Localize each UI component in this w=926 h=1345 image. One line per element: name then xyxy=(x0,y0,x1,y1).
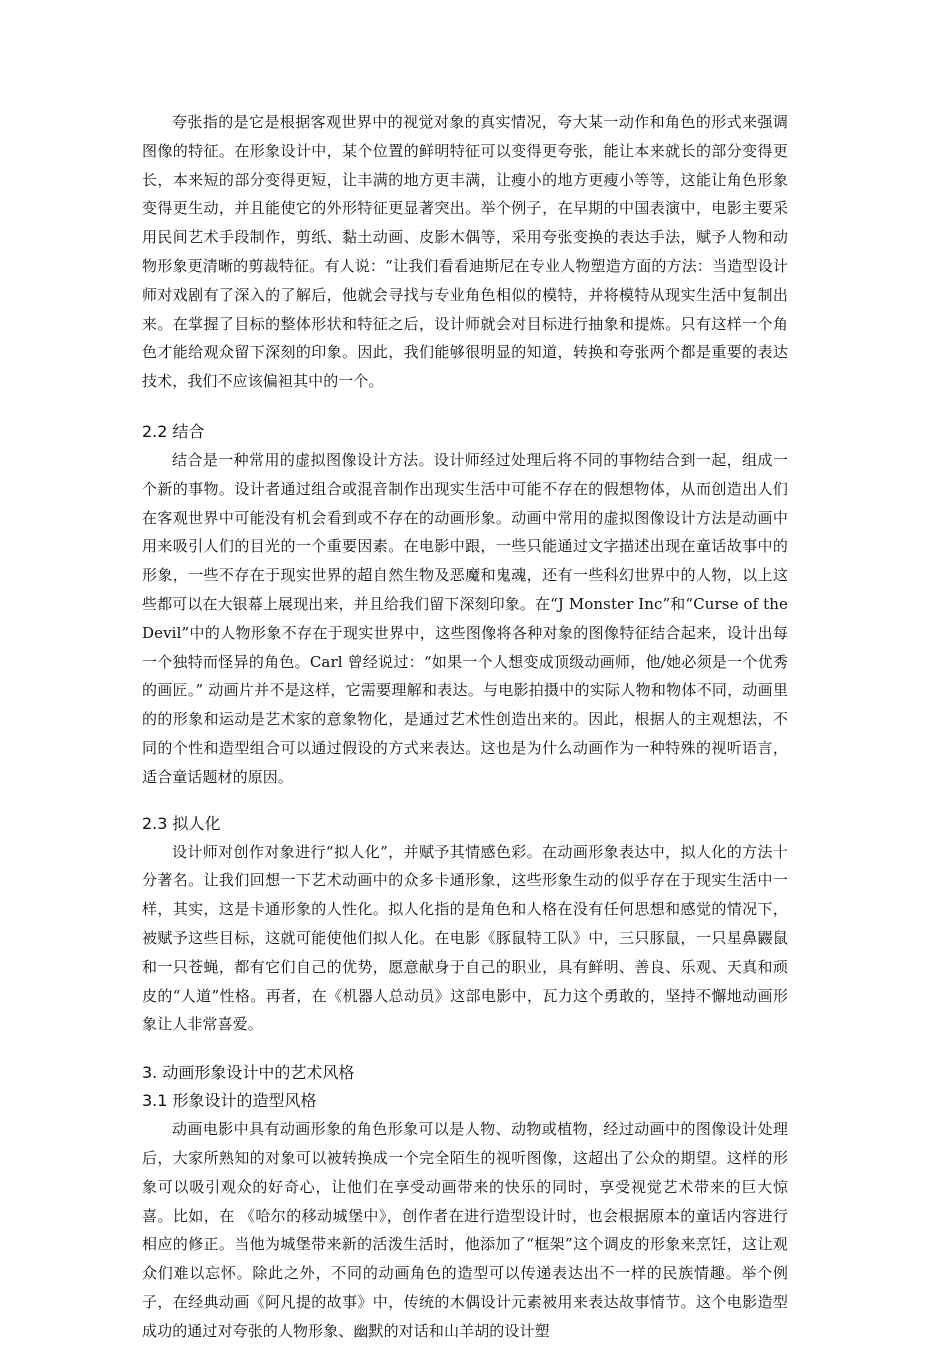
section-2-3-heading: 2.3 拟人化 xyxy=(142,813,221,833)
section-2-2-heading: 2.2 结合 xyxy=(142,421,205,441)
spacer xyxy=(142,396,788,418)
document-page xyxy=(142,108,788,1345)
spacer xyxy=(142,792,788,810)
section-3-heading: 3. 动画形象设计中的艺术风格 xyxy=(142,1063,355,1083)
intro-paragraph: 夸张指的是它是根据客观世界中的视觉对象的真实情况，夸大某一动作和角色的形式来强调图像的特征。在形象设计中，某个位置的鲜明特征可以变得更夸张，能让本来就长的部分变得更长，本来短的部分变得更短，让丰满的地方更丰满，让瘦小的地方更瘦小等等，这能让角色形象变得更生动，并且能使它的外形特征更显著突出。举个例子，在早期的中国表演中，电影主要采用民间艺术手段制作，剪纸、黏土动画、皮影木偶等，采用夸张变换的表达手法，赋予人物和动物形象更清晰的剪裁特征。有人说：“让我们看看迪斯尼在专业人物塑造方面的方法：当造型设计师对戏剧有了深入的了解后，他就会寻找与专业角色相似的模特，并将模特从现实生活中复制出来。在掌握了目标的整体形状和特征之后，设计师就会对目标进行抽象和提炼。只有这样一个角色才能给观众留下深刻的印象。因此，我们能够很明显的知道，转换和夸张两个都是重要的表达技术，我们不应该偏袒其中的一个。 xyxy=(142,113,788,391)
section-3-1-heading: 3.1 形象设计的造型风格 xyxy=(142,1091,317,1111)
section-2-3-paragraph: 设计师对创作对象进行“拟人化”，并赋予其情感色彩。在动画形象表达中，拟人化的方法十分著名。让我们回想一下艺术动画中的众多卡通形象，这些形象生动的似乎存在于现实生活中一样，其实，这是卡通形象的人性化。拟人化指的是角色和人格在没有任何思想和感觉的情况下，被赋予这些目标，这就可能使他们拟人化。在电影《豚鼠特工队》中，三只豚鼠，一只星鼻鼹鼠和一只苍蝇，都有它们自己的优势，愿意献身于自己的职业，具有鲜明、善良、乐观、天真和顽皮的“人道”性格。再者，在《机器人总动员》这部电影中，瓦力这个勇敢的，坚持不懈地动画形象让人非常喜爱。 xyxy=(142,842,788,1034)
section-2-2-paragraph: 结合是一种常用的虚拟图像设计方法。设计师经过处理后将不同的事物结合到一起，组成一个新的事物。设计者通过组合或混音制作出现实生活中可能不存在的假想物体，从而创造出人们在客观世界中可能没有机会看到或不存在的动画形象。动画中常用的虚拟图像设计方法是动画中用来吸引人们的目光的一个重要因素。在电影中跟，一些只能通过文字描述出现在童话故事中的形象，一些不存在于现实世界的超自然生物及恶魔和鬼魂，还有一些科幻世界中的人物，以上这些都可以在大银幕上展现出来，并且给我们留下深刻印象。在“J Monster Inc”和“Curse of the Devil”中的人物形象不存在于现实世界中，这些图像将各种对象的图像特征结合起来，设计出每一个独特而怪异的角色。Carl 曾经说过：“如果一个人想变成顶级动画师，他/她必须是一个优秀的画匠。” 动画片并不是这样，它需要理解和表达。与电影拍摄中的实际人物和物体不同，动画里的的形象和运动是艺术家的意象物化，是通过艺术性创造出来的。因此，根据人的主观想法，不同的个性和造型组合可以通过假设的方式来表达。这也是为什么动画作为一种特殊的视听语言，适合童话题材的原因。 xyxy=(142,450,788,786)
spacer xyxy=(142,1039,788,1059)
section-3-1-paragraph: 动画电影中具有动画形象的角色形象可以是人物、动物或植物，经过动画中的图像设计处理后，大家所熟知的对象可以被转换成一个完全陌生的视听图像，这超出了公众的期望。这样的形象可以吸引观众的好奇心，让他们在享受动画带来的快乐的同时，享受视觉艺术带来的巨大惊喜。比如，在 《哈尔的移动城堡中》，创作者在进行造型设计时，也会根据原本的童话内容进行相应的修正。当他为城堡带来新的活泼生活时，他添加了“框架”这个调皮的形象来烹饪，这让观众们难以忘怀。除此之外，不同的动画角色的造型可以传递表达出不一样的民族情趣。举个例子，在经典动画《阿凡提的故事》中，传统的木偶设计元素被用来表达故事情节。这个电影造型成功的通过对夸张的人物形象、幽默的对话和山羊胡的设计塑 xyxy=(142,1120,788,1340)
